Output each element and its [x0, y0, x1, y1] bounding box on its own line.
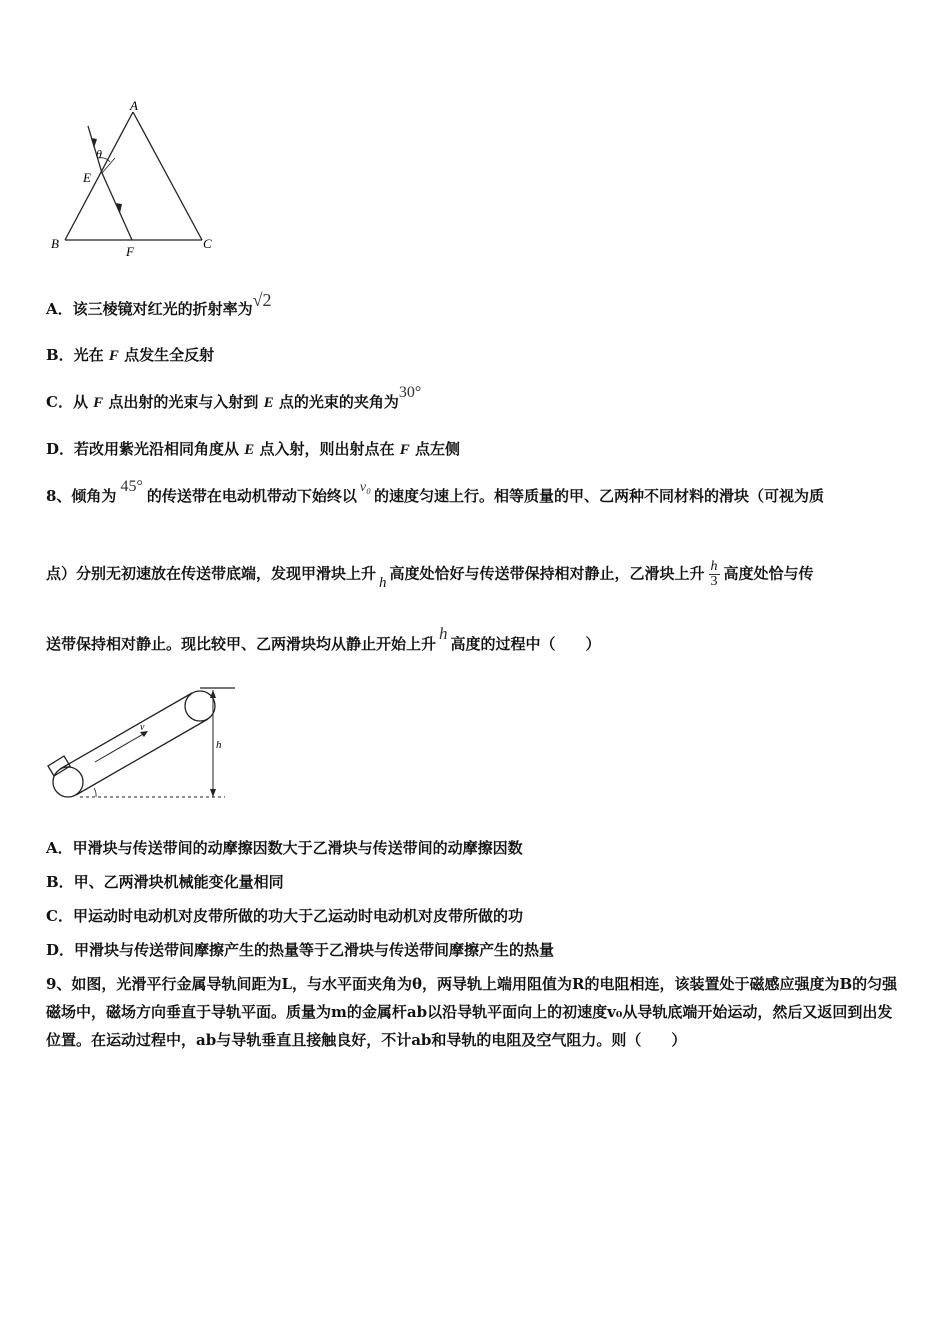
label-h: h	[216, 739, 222, 751]
label-f: F	[126, 244, 134, 259]
q7-option-b-var: F	[108, 348, 119, 364]
q8-line-2	[46, 560, 814, 589]
q8-l3-h: h	[439, 624, 448, 643]
q7-option-b-pre: B．光在	[46, 346, 109, 364]
q7-option-b-post: 点发生全反射	[118, 346, 215, 364]
q7-option-d-post: 点左侧	[409, 440, 460, 458]
q8-l2-frac-num: h	[710, 559, 718, 574]
q7-option-d	[46, 439, 460, 460]
q8-l3-pre: 送带保持相对静止。现比较甲、乙两滑块均从静止开始上升	[46, 635, 437, 653]
q7-option-c	[46, 384, 422, 413]
q7-option-c-mid2: 点的光束的夹角为	[273, 393, 399, 411]
q8-line-3	[46, 624, 601, 654]
q7-option-c-var2: E	[263, 395, 274, 411]
top-roller	[185, 691, 215, 721]
prism-figure	[40, 96, 230, 266]
q7-option-c-mid1: 点出射的光束与入射到	[103, 393, 264, 411]
prism-side-ac	[133, 112, 202, 240]
height-arrow-up-icon	[210, 690, 216, 698]
q8-option-b: B．甲、乙两滑块机械能变化量相同	[46, 873, 284, 891]
q8-l1-angle: 45°	[120, 478, 143, 495]
q7-option-b	[46, 345, 214, 366]
q7-option-c-value: 30°	[398, 384, 422, 401]
q9-text: 9、如图，光滑平行金属导轨间距为L，与水平面夹角为θ，两导轨上端用阻值为R的电阻相连，该装置处于磁感应强度为B的匀强磁场中，磁场方向垂直于导轨平面。质量为m的金属杆ab以沿导轨平面向上的初速度v₀从导轨底端开始运动，然后又返回到出发位置。在运动过程中，ab与导轨垂直且接触良好，不计ab和导轨的电阻及空气阻力。则（ ）	[46, 975, 898, 1049]
label-v: v	[140, 722, 145, 733]
q7-option-c-pre: C．从	[46, 393, 94, 411]
q7-option-d-var2: F	[399, 442, 410, 458]
q7-option-a	[46, 290, 272, 319]
q7-option-d-pre: D．若改用紫光沿相同角度从	[46, 440, 245, 458]
q8-option-a: A．甲滑块与传送带间的动摩擦因数大于乙滑块与传送带间的动摩擦因数	[46, 839, 523, 857]
q8-l2-fraction	[709, 560, 720, 589]
label-b: B	[51, 236, 59, 251]
q7-option-d-var1: E	[244, 442, 255, 458]
q8-option-d: D．甲滑块与传送带间摩擦产生的热量等于乙滑块与传送带间摩擦产生的热量	[46, 941, 555, 959]
q8-option-c: C．甲运动时电动机对皮带所做的功大于乙运动时电动机对皮带所做的功	[46, 907, 523, 925]
label-e: E	[83, 170, 91, 185]
q8-l1-mid: 的传送带在电动机带动下始终以	[146, 487, 357, 505]
q8-l2-pre: 点）分别无初速放在传送带底端，发现甲滑块上升	[46, 564, 377, 583]
q7-option-a-text: A．该三棱镜对红光的折射率为	[46, 300, 253, 318]
q7-option-c-var1: F	[93, 395, 104, 411]
q8-l1-post: 的速度匀速上行。相等质量的甲、乙两种不同材料的滑块（可视为质	[373, 487, 824, 505]
q8-l3-post: 高度的过程中（ ）	[450, 635, 601, 653]
q7-option-a-value: √2	[252, 290, 272, 310]
label-a: A	[130, 98, 138, 113]
bottom-roller	[53, 767, 83, 797]
conveyor-figure	[40, 680, 250, 805]
q8-line-1	[46, 478, 824, 508]
angle-arc	[94, 788, 96, 797]
q8-l2-h: h	[379, 574, 387, 591]
height-arrow-down-icon	[210, 789, 216, 797]
belt-top	[60, 693, 192, 769]
q8-l2-post: 高度处恰与传	[723, 564, 814, 583]
q8-l2-frac-den: 3	[710, 574, 718, 589]
velocity-line	[95, 733, 145, 762]
label-theta: θ	[96, 147, 102, 161]
q8-l2-mid: 高度处恰好与传送带保持相对静止，乙滑块上升	[389, 564, 705, 583]
slider-block	[48, 756, 70, 776]
label-c: C	[203, 236, 212, 251]
q7-option-d-mid: 点入射，则出射点在	[254, 440, 400, 458]
q8-l1-v: v₀	[359, 480, 371, 495]
refracted-arrow-icon	[115, 203, 122, 213]
q8-l1-pre: 8、倾角为	[46, 487, 117, 505]
